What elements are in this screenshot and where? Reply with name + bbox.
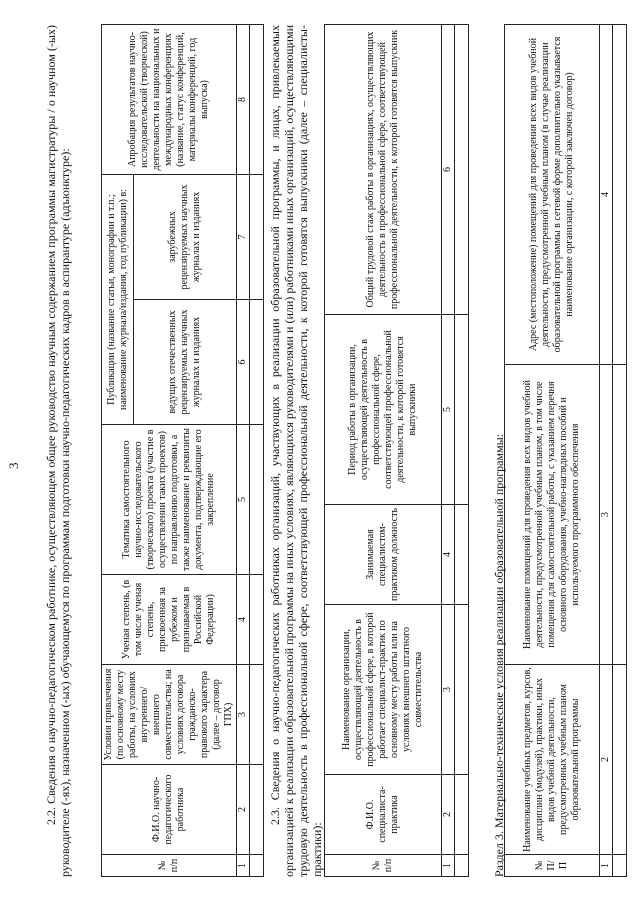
header-cell: Общий трудовой стаж работы в организациях, осуществляющих деятельность в профессиональной сфере, соответствующей профессиональной деятельности, к которой готовятся выпускник	[325, 25, 442, 315]
column-number: 2	[237, 765, 250, 855]
empty-cell	[613, 855, 627, 877]
section-2-2-table	[101, 24, 264, 877]
header-cell: Тематика самостоятельного научно-исследовательского (творческого) проекта (участие в осуществлении таких проектов) по направлению подготовки, а также наименование и реквизиты документа, подтверждающие его закрепление	[102, 425, 237, 575]
empty-cell	[455, 505, 469, 605]
column-number: 3	[442, 605, 455, 775]
sub-header-cell: зарубежных рецензируемых научных журналах и изданиях	[134, 175, 237, 300]
header-cell: Наименование организации, осуществляющей деятельность в профессиональной сфере, в которой работает специалист-практик по основному месту работы или на условиях внешнего штатного совместительства	[325, 605, 442, 775]
header-cell: Условия привлечения (по основному месту работы, на условиях внутреннего/ внешнего совместительства; на условиях договора гражданско-правового характера (далее – договор ГПХ)	[102, 665, 237, 765]
empty-cell	[250, 765, 264, 855]
section-2-3-heading: 2.3. Сведения о научно-педагогических работниках организаций, участвующих в реализации образовательной программы, и лицах, привлекаемых организацией к реализации образовательной программы на иных условиях, являющихся руководителями и (или) работниками иных организаций, осуществляющими трудовую деятельность в профессиональной сфере, соответствующей профессиональной деятельности, к которой готовятся выпускники (далее – специалисты-практики):	[268, 25, 324, 877]
column-number: 1	[442, 855, 455, 877]
empty-cell	[250, 665, 264, 765]
column-number: 4	[600, 25, 613, 365]
empty-cell	[613, 665, 627, 855]
empty-cell	[250, 175, 264, 300]
column-number: 2	[600, 665, 613, 855]
column-number: 4	[237, 575, 250, 665]
empty-cell	[613, 365, 627, 665]
empty-cell	[613, 25, 627, 365]
empty-cell	[455, 25, 469, 315]
header-cell: Наименование учебных предметов, курсов, дисциплин (модулей), практики, иных видов учебной деятельности, предусмотренных учебным планом образовательной программы	[505, 665, 600, 855]
empty-cell	[455, 315, 469, 505]
page-number: 3	[6, 462, 21, 469]
section-2-3-table	[324, 24, 469, 877]
empty-cell	[455, 605, 469, 775]
column-number: 6	[237, 300, 250, 425]
section-2-2-heading: 2.2. Сведения о научно-педагогическом работнике, осуществляющем общее руководство научным содержанием программы магистратуры / о научном (-ых) руководителе (-ях), назначенном (-ых) обучающемуся по программам подготовки научно-педагогических кадров в аспирантуре (адъюнктуре):	[44, 25, 72, 877]
empty-cell	[250, 300, 264, 425]
empty-cell	[250, 425, 264, 575]
column-number: 1	[237, 855, 250, 877]
section-3-table	[504, 24, 627, 877]
header-cell: Адрес (местоположение) помещений для проведения всех видов учебной деятельности, предусмотренной учебным планом (в случае реализации образовательной программы в сетевой форме дополнительно указывается наименование организации, с которой заключен договор)	[505, 25, 600, 365]
header-cell: Публикации (название статьи, монографии и т.п.; наименование журнала/издания, год публикации) в:	[102, 175, 134, 425]
column-number: 4	[442, 505, 455, 605]
empty-cell	[455, 775, 469, 855]
empty-cell	[455, 855, 469, 877]
column-number: 3	[600, 365, 613, 665]
empty-cell	[250, 25, 264, 175]
header-cell: Занимаемая специалистом-практиком должность	[325, 505, 442, 605]
header-cell: № П/П	[505, 855, 600, 877]
column-number: 1	[600, 855, 613, 877]
sub-header-cell: ведущих отечественных рецензируемых научных журналах и изданиях	[134, 300, 237, 425]
header-cell: № п/п	[325, 855, 442, 877]
header-cell: Ф.И.О. научно-педагогического работника	[102, 765, 237, 855]
column-number: 3	[237, 665, 250, 765]
header-cell: Апробация результатов научно-исследовательской (творческой) деятельности на национальных и международных конференциях (название, статус конференций, материалы конференций, год выпуска)	[102, 25, 237, 175]
column-number: 6	[442, 25, 455, 315]
section-3-heading: Раздел 3. Материально-технические условия реализации образовательной программы:	[492, 433, 506, 877]
column-number: 5	[237, 425, 250, 575]
column-number: 8	[237, 25, 250, 175]
empty-cell	[250, 855, 264, 877]
header-cell: Период работы в организации, осуществляющей деятельность в профессиональной сфере, соответствующей профессиональной деятельности, к которой готовятся выпускники	[325, 315, 442, 505]
header-cell: Наименование помещений для проведения всех видов учебной деятельности, предусмотренной учебным планом, в том числе помещения для самостоятельной работы, с указанием перечня основного оборудования, учебно-наглядных пособий и используемого программного обеспечения	[505, 365, 600, 665]
header-cell: Ученая степень, (в том числе ученая степень, присвоенная за рубежом и признаваемая в Российской Федерации)	[102, 575, 237, 665]
empty-cell	[250, 575, 264, 665]
column-number: 2	[442, 775, 455, 855]
header-cell: № п/п	[102, 855, 237, 877]
header-cell: Ф.И.О. специалиста-практика	[325, 775, 442, 855]
column-number: 5	[442, 315, 455, 505]
column-number: 7	[237, 175, 250, 300]
